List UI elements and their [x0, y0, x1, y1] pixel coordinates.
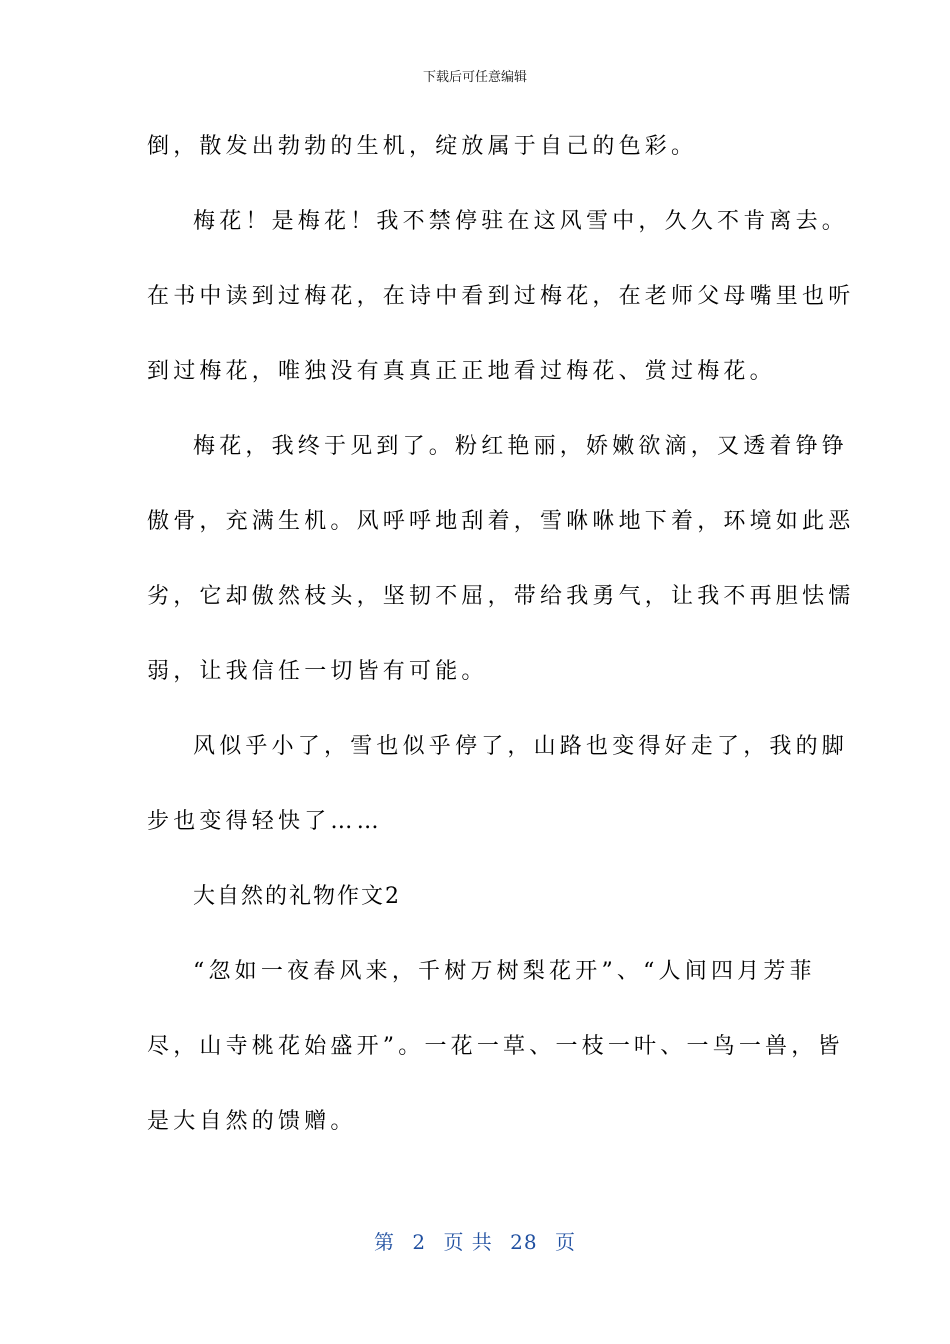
text-line: 傲骨，充满生机。风呼呼地刮着，雪咻咻地下着，环境如此恶 — [147, 509, 855, 534]
current-page-number: 2 — [412, 1230, 427, 1254]
text-line: 到过梅花，唯独没有真真正正地看过梅花、赏过梅花。 — [147, 359, 776, 384]
text-line: 在书中读到过梅花，在诗中看到过梅花，在老师父母嘴里也听 — [147, 284, 855, 309]
text-line: “忽如一夜春风来，千树万树梨花开”、“人间四月芳菲 — [193, 959, 816, 984]
text-line: 步也变得轻快了…… — [147, 809, 383, 834]
page-header: 下载后可任意编辑 — [422, 70, 527, 85]
footer-suffix: 页 — [554, 1230, 576, 1254]
document-body — [147, 118, 855, 1168]
footer-mid: 页 共 — [443, 1230, 493, 1254]
text-line: 梅花！是梅花！我不禁停驻在这风雪中，久久不肯离去。 — [193, 209, 849, 234]
page-footer — [0, 1226, 950, 1255]
total-page-count: 28 — [510, 1230, 538, 1254]
text-line: 梅花，我终于见到了。粉红艳丽，娇嫩欲滴，又透着铮铮 — [193, 434, 849, 459]
text-line: 风似乎小了，雪也似乎停了，山路也变得好走了，我的脚 — [193, 734, 849, 759]
text-line: 劣，它却傲然枝头，坚韧不屈，带给我勇气，让我不再胆怯懦 — [147, 584, 855, 609]
footer-prefix: 第 — [374, 1230, 395, 1254]
text-line: 弱，让我信任一切皆有可能。 — [147, 659, 488, 684]
text-line: 尽，山寺桃花始盛开”。一花一草、一枝一叶、一鸟一兽，皆 — [147, 1034, 844, 1059]
text-line: 是大自然的馈赠。 — [147, 1109, 357, 1134]
section-title: 大自然的礼物作文2 — [193, 884, 401, 909]
text-line: 倒，散发出勃勃的生机，绽放属于自己的色彩。 — [147, 134, 698, 159]
